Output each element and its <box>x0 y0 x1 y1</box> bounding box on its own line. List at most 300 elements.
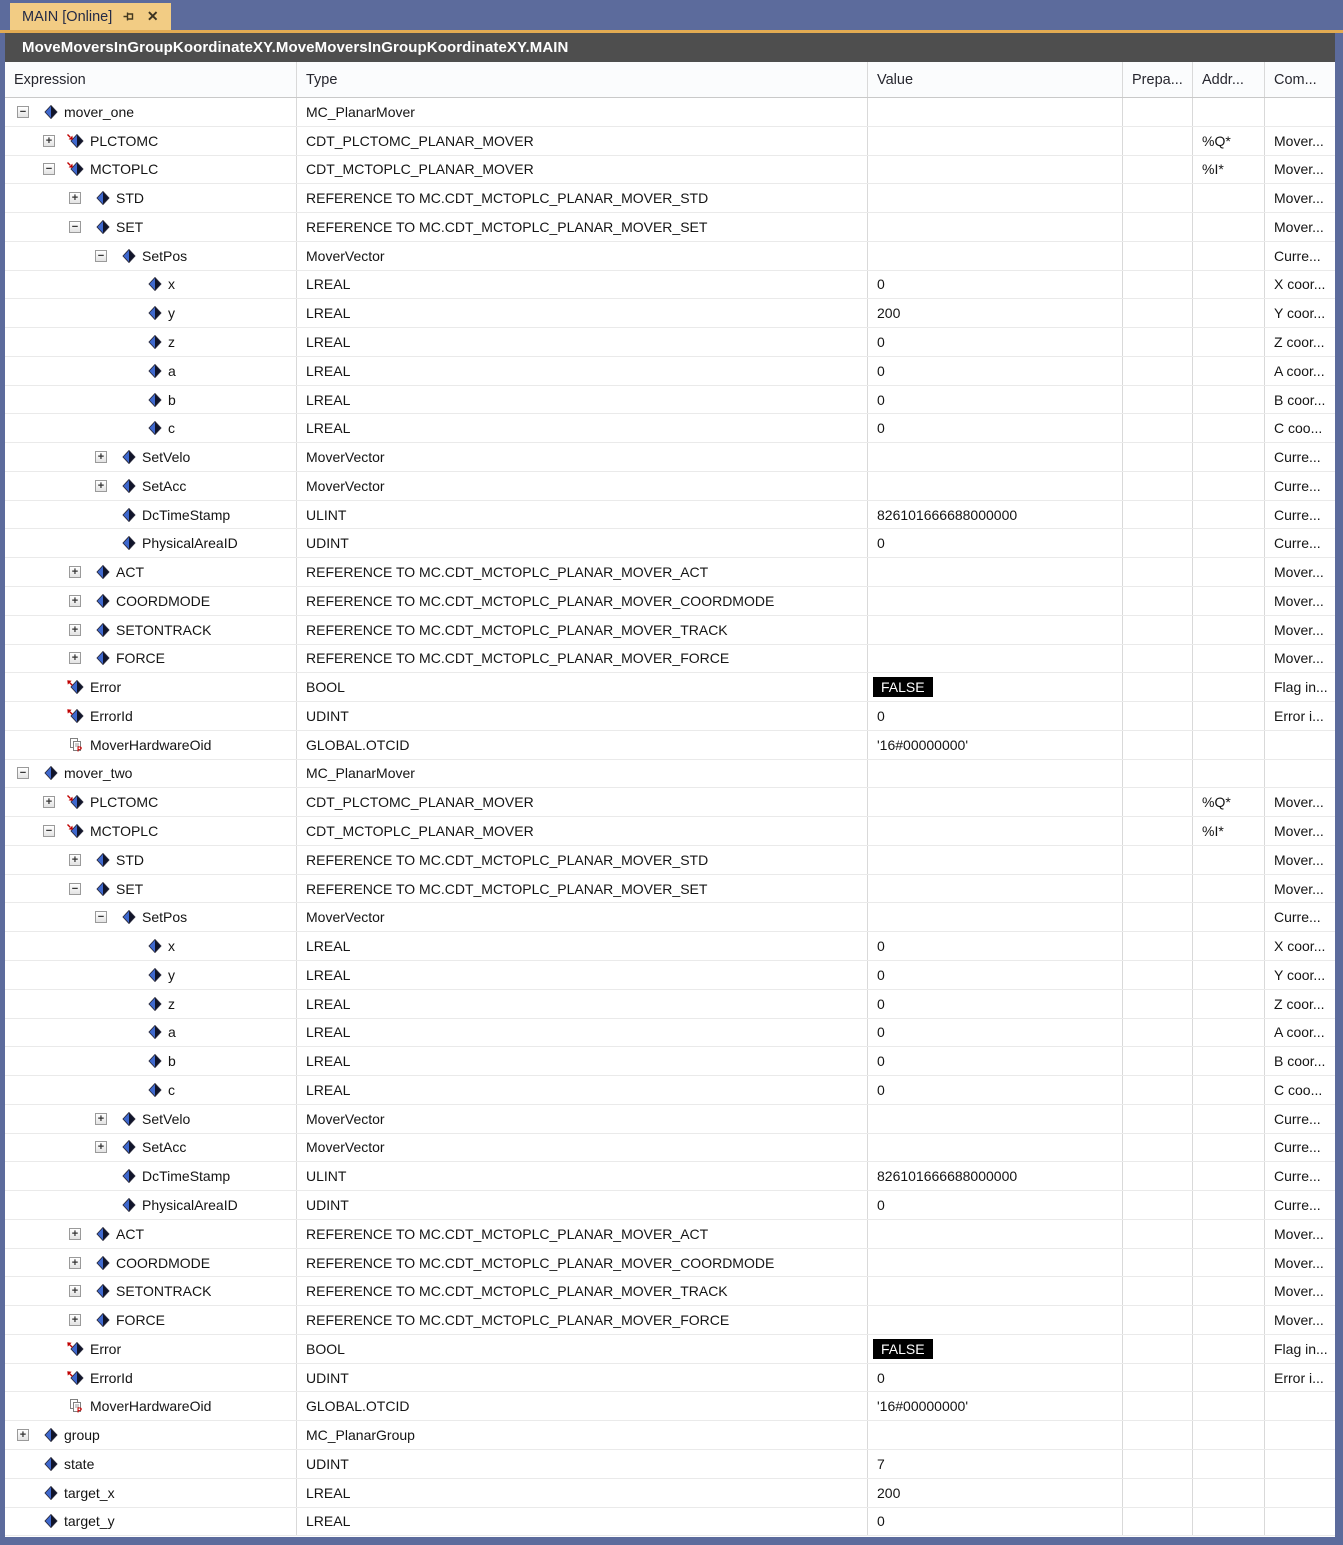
table-row[interactable] <box>5 645 1335 674</box>
expression-cell <box>5 846 297 874</box>
table-row[interactable] <box>5 673 1335 702</box>
table-row[interactable] <box>5 587 1335 616</box>
expression-label: z <box>168 334 175 350</box>
expand-icon[interactable]: + <box>69 1228 81 1240</box>
value-cell[interactable] <box>868 903 1123 931</box>
collapse-icon[interactable]: − <box>43 163 55 175</box>
table-row[interactable] <box>5 1335 1335 1364</box>
type-label: MoverVector <box>297 903 868 931</box>
prepared-value-cell[interactable] <box>1123 414 1193 442</box>
prepared-value-cell[interactable] <box>1123 1277 1193 1305</box>
comment-label: X coor... <box>1274 276 1326 293</box>
type-label: ULINT <box>297 501 868 529</box>
value-cell[interactable] <box>868 98 1123 126</box>
value-cell[interactable]: 200 <box>868 1479 1123 1507</box>
address-label <box>1193 1191 1265 1219</box>
table-row[interactable] <box>5 386 1335 415</box>
expand-icon[interactable]: + <box>69 624 81 636</box>
expand-icon[interactable]: + <box>69 652 81 664</box>
value-cell[interactable]: 0 <box>868 1508 1123 1536</box>
collapse-icon[interactable]: − <box>43 825 55 837</box>
prepared-value-cell[interactable] <box>1123 817 1193 845</box>
table-row[interactable] <box>5 1421 1335 1450</box>
table-row[interactable] <box>5 1249 1335 1278</box>
prepared-value-cell[interactable] <box>1123 702 1193 730</box>
expression-label: ACT <box>116 564 144 581</box>
expression-label: a <box>168 362 176 379</box>
table-row[interactable] <box>5 1508 1335 1537</box>
collapse-icon[interactable]: − <box>17 767 29 779</box>
expression-label: MoverHardwareOid <box>90 1398 212 1415</box>
expression-label: b <box>168 1053 176 1070</box>
table-row[interactable] <box>5 1047 1335 1076</box>
value-cell[interactable] <box>868 184 1123 212</box>
value-cell[interactable] <box>868 443 1123 471</box>
prepared-value-cell[interactable] <box>1123 299 1193 327</box>
address-label <box>1193 731 1265 759</box>
variable-icon <box>93 1227 110 1241</box>
prepared-value-cell[interactable] <box>1123 961 1193 989</box>
variable-icon <box>41 1428 58 1442</box>
expression-label: MCTOPLC <box>90 823 159 840</box>
table-row[interactable] <box>5 472 1335 501</box>
expand-icon[interactable]: + <box>69 1257 81 1269</box>
type-label: CDT_PLCTOMC_PLANAR_MOVER <box>297 127 868 155</box>
type-label: LREAL <box>297 386 868 414</box>
address-label <box>1193 357 1265 385</box>
expression-label: b <box>168 391 176 408</box>
column-header-prepared-value[interactable]: Prepa... <box>1123 62 1193 97</box>
table-row[interactable] <box>5 1019 1335 1048</box>
comment-label: Mover... <box>1274 823 1324 840</box>
value-cell[interactable] <box>868 1134 1123 1162</box>
expand-icon[interactable]: + <box>43 135 55 147</box>
expression-cell <box>5 760 297 788</box>
prepared-value-cell[interactable] <box>1123 271 1193 299</box>
expression-label: STD <box>116 851 144 868</box>
comment-label: Curre... <box>1274 247 1321 264</box>
value-cell[interactable]: 200 <box>868 299 1123 327</box>
table-row[interactable] <box>5 1306 1335 1335</box>
prepared-value-cell[interactable] <box>1123 587 1193 615</box>
prepared-value-cell[interactable] <box>1123 1105 1193 1133</box>
table-row[interactable] <box>5 529 1335 558</box>
collapse-icon[interactable]: − <box>69 883 81 895</box>
expression-label: SetAcc <box>142 477 187 494</box>
comment-label: Mover... <box>1274 1312 1324 1329</box>
expression-cell <box>5 127 297 155</box>
prepared-value-cell[interactable] <box>1123 156 1193 184</box>
variable-icon <box>119 1169 136 1183</box>
svg-text:P: P <box>77 744 83 752</box>
address-label <box>1193 1392 1265 1420</box>
table-row[interactable] <box>5 1479 1335 1508</box>
expression-cell <box>5 1249 297 1277</box>
address-label <box>1193 328 1265 356</box>
expression-label: SET <box>116 880 144 897</box>
table-row[interactable] <box>5 932 1335 961</box>
value-cell[interactable]: 0 <box>868 529 1123 557</box>
expression-cell <box>5 932 297 960</box>
comment-label: Mover... <box>1274 190 1324 207</box>
table-row[interactable] <box>5 1162 1335 1191</box>
prepared-value-cell[interactable] <box>1123 616 1193 644</box>
table-row[interactable] <box>5 817 1335 846</box>
value-cell[interactable]: 0 <box>868 1019 1123 1047</box>
prepared-value-cell[interactable] <box>1123 1508 1193 1536</box>
value-cell[interactable] <box>868 1105 1123 1133</box>
expression-label: ErrorId <box>90 1369 133 1386</box>
value-cell[interactable]: 0 <box>868 961 1123 989</box>
prepared-value-cell[interactable] <box>1123 1479 1193 1507</box>
prepared-value-cell[interactable] <box>1123 990 1193 1018</box>
address-label <box>1193 702 1265 730</box>
comment-label: Mover... <box>1274 132 1324 149</box>
address-label <box>1193 213 1265 241</box>
value-cell[interactable] <box>868 875 1123 903</box>
table-row[interactable] <box>5 1191 1335 1220</box>
address-label: %Q* <box>1193 788 1265 816</box>
expression-cell <box>5 1392 297 1420</box>
rows <box>5 98 1335 1536</box>
prepared-value-cell[interactable] <box>1123 328 1193 356</box>
expand-icon[interactable]: + <box>95 480 107 492</box>
value-cell[interactable] <box>868 1220 1123 1248</box>
expression-cell <box>5 1335 297 1363</box>
prepared-value-cell[interactable] <box>1123 1162 1193 1190</box>
type-label: UDINT <box>297 1191 868 1219</box>
expression-label: z <box>168 995 175 1012</box>
prepared-value-cell[interactable] <box>1123 127 1193 155</box>
variable-icon <box>93 1313 110 1327</box>
table-row[interactable] <box>5 702 1335 731</box>
prepared-value-cell[interactable] <box>1123 98 1193 126</box>
table-row[interactable] <box>5 328 1335 357</box>
prepared-value-cell[interactable] <box>1123 731 1193 759</box>
address-label <box>1193 1508 1265 1536</box>
value-cell[interactable]: 0 <box>868 386 1123 414</box>
prepared-value-cell[interactable] <box>1123 673 1193 701</box>
expression-label: c <box>168 420 175 437</box>
value-cell[interactable]: 0 <box>868 1047 1123 1075</box>
value-cell[interactable] <box>868 587 1123 615</box>
address-label <box>1193 1047 1265 1075</box>
value-cell[interactable]: '16#00000000' <box>868 731 1123 759</box>
address-label: %Q* <box>1193 127 1265 155</box>
prepared-value-cell[interactable] <box>1123 932 1193 960</box>
value-cell[interactable] <box>868 1306 1123 1334</box>
value-cell[interactable] <box>868 1335 1123 1363</box>
tab-main-online[interactable] <box>10 3 171 30</box>
type-label: UDINT <box>297 529 868 557</box>
prepared-value-cell[interactable] <box>1123 1220 1193 1248</box>
table-row[interactable] <box>5 875 1335 904</box>
table-row[interactable] <box>5 1277 1335 1306</box>
prepared-value-cell[interactable] <box>1123 875 1193 903</box>
value-cell[interactable] <box>868 127 1123 155</box>
expand-icon[interactable]: + <box>95 451 107 463</box>
variable-icon <box>119 1140 136 1154</box>
address-label <box>1193 1019 1265 1047</box>
type-label: UDINT <box>297 702 868 730</box>
address-label <box>1193 846 1265 874</box>
expression-label: MoverHardwareOid <box>90 736 212 753</box>
expand-icon[interactable]: + <box>69 1285 81 1297</box>
variable-icon <box>119 249 136 263</box>
table-row[interactable] <box>5 1076 1335 1105</box>
value-cell[interactable] <box>868 817 1123 845</box>
comment-label: Curre... <box>1274 449 1321 466</box>
mapped-variable-icon <box>67 162 84 176</box>
comment-label <box>1265 760 1335 788</box>
expression-label: FORCE <box>116 650 165 667</box>
close-icon[interactable]: ✕ <box>146 8 159 24</box>
table-row[interactable] <box>5 1105 1335 1134</box>
prepared-value-cell[interactable] <box>1123 760 1193 788</box>
comment-label <box>1265 731 1335 759</box>
value-cell[interactable] <box>868 1277 1123 1305</box>
table-row[interactable] <box>5 299 1335 328</box>
expression-cell <box>5 501 297 529</box>
table-row[interactable] <box>5 1220 1335 1249</box>
comment-label: Mover... <box>1274 564 1324 581</box>
mapped-variable-icon <box>67 795 84 809</box>
table-row[interactable] <box>5 990 1335 1019</box>
collapse-icon[interactable]: − <box>17 106 29 118</box>
type-label: BOOL <box>297 673 868 701</box>
comment-label: B coor... <box>1274 1053 1326 1070</box>
table-row[interactable] <box>5 242 1335 271</box>
table-row[interactable] <box>5 414 1335 443</box>
table-row[interactable] <box>5 558 1335 587</box>
expression-label: x <box>168 938 175 955</box>
address-label <box>1193 760 1265 788</box>
table-row[interactable] <box>5 156 1335 185</box>
value-cell[interactable]: 826101666688000000 <box>868 501 1123 529</box>
table-row[interactable] <box>5 760 1335 789</box>
variable-icon <box>145 1083 162 1097</box>
collapse-icon[interactable]: − <box>95 250 107 262</box>
expression-cell <box>5 961 297 989</box>
variable-icon <box>93 651 110 665</box>
type-label: LREAL <box>297 1076 868 1104</box>
value-cell[interactable]: 0 <box>868 328 1123 356</box>
type-label: MoverVector <box>297 242 868 270</box>
expression-cell <box>5 616 297 644</box>
value-cell[interactable] <box>868 616 1123 644</box>
prepared-value-cell[interactable] <box>1123 472 1193 500</box>
expression-cell <box>5 1277 297 1305</box>
variable-icon <box>93 623 110 637</box>
output-property-icon <box>67 1371 84 1385</box>
value-cell[interactable] <box>868 760 1123 788</box>
value-cell[interactable] <box>868 788 1123 816</box>
table-row[interactable] <box>5 501 1335 530</box>
value-cell[interactable] <box>868 558 1123 586</box>
value-cell[interactable] <box>868 472 1123 500</box>
table-row[interactable] <box>5 357 1335 386</box>
value-cell[interactable]: 0 <box>868 1364 1123 1392</box>
prepared-value-cell[interactable] <box>1123 1134 1193 1162</box>
comment-label: Mover... <box>1274 650 1324 667</box>
variable-icon <box>145 393 162 407</box>
table-row[interactable] <box>5 127 1335 156</box>
variable-icon <box>41 105 58 119</box>
table-row[interactable] <box>5 616 1335 645</box>
table-row[interactable] <box>5 903 1335 932</box>
collapse-icon[interactable]: − <box>95 911 107 923</box>
value-cell[interactable]: 0 <box>868 271 1123 299</box>
table-row[interactable] <box>5 1364 1335 1393</box>
expand-icon[interactable]: + <box>95 1113 107 1125</box>
table-row[interactable] <box>5 1392 1335 1421</box>
table-row[interactable] <box>5 1450 1335 1479</box>
value-cell[interactable] <box>868 213 1123 241</box>
expression-label: PLCTOMC <box>90 132 159 149</box>
comment-label: Flag in... <box>1274 679 1328 696</box>
expand-icon[interactable]: + <box>43 796 55 808</box>
comment-label: Y coor... <box>1274 966 1326 983</box>
column-header-comment[interactable]: Com... <box>1274 71 1317 88</box>
expression-label: PLCTOMC <box>90 794 159 811</box>
prepared-value-cell[interactable] <box>1123 1076 1193 1104</box>
value-cell[interactable]: 0 <box>868 932 1123 960</box>
prepared-value-cell[interactable] <box>1123 529 1193 557</box>
prepared-value-cell[interactable] <box>1123 1335 1193 1363</box>
prepared-value-cell[interactable] <box>1123 1450 1193 1478</box>
prepared-value-cell[interactable] <box>1123 501 1193 529</box>
expression-label: Error <box>90 1340 122 1357</box>
address-label <box>1193 1421 1265 1449</box>
prepared-value-cell[interactable] <box>1123 1047 1193 1075</box>
otcid-constant-icon <box>67 738 84 752</box>
type-label: MoverVector <box>297 443 868 471</box>
expression-cell <box>5 731 297 759</box>
column-header-value[interactable]: Value <box>868 62 1123 97</box>
expression-label: target_x <box>64 1484 115 1501</box>
expand-icon[interactable]: + <box>69 854 81 866</box>
comment-label: Curre... <box>1274 535 1321 552</box>
prepared-value-cell[interactable] <box>1123 213 1193 241</box>
table-row[interactable] <box>5 271 1335 300</box>
value-cell[interactable]: 826101666688000000 <box>868 1162 1123 1190</box>
expression-cell <box>5 242 297 270</box>
expand-icon[interactable]: + <box>69 1314 81 1326</box>
prepared-value-cell[interactable] <box>1123 558 1193 586</box>
expression-cell <box>5 817 297 845</box>
prepared-value-cell[interactable] <box>1123 386 1193 414</box>
address-label <box>1193 1277 1265 1305</box>
comment-label: Mover... <box>1274 218 1324 235</box>
variable-icon <box>145 997 162 1011</box>
table-row[interactable] <box>5 98 1335 127</box>
prepared-value-cell[interactable] <box>1123 1421 1193 1449</box>
expand-icon[interactable]: + <box>95 1141 107 1153</box>
value-cell[interactable] <box>868 156 1123 184</box>
comment-label: Mover... <box>1274 794 1324 811</box>
expression-label: SetPos <box>142 909 188 926</box>
boolean-false-badge: FALSE <box>873 677 933 697</box>
expression-label: MCTOPLC <box>90 161 159 178</box>
expression-cell <box>5 1047 297 1075</box>
type-label: MC_PlanarMover <box>297 98 868 126</box>
value-cell[interactable] <box>868 242 1123 270</box>
pin-icon[interactable] <box>121 9 136 24</box>
table-row[interactable] <box>5 961 1335 990</box>
prepared-value-cell[interactable] <box>1123 242 1193 270</box>
prepared-value-cell[interactable] <box>1123 846 1193 874</box>
address-label <box>1193 1076 1265 1104</box>
expression-label: SetAcc <box>142 1139 187 1156</box>
prepared-value-cell[interactable] <box>1123 645 1193 673</box>
comment-label: B coor... <box>1274 391 1326 408</box>
value-cell[interactable]: 0 <box>868 414 1123 442</box>
prepared-value-cell[interactable] <box>1123 1191 1193 1219</box>
value-cell[interactable]: 0 <box>868 1076 1123 1104</box>
table-row[interactable] <box>5 846 1335 875</box>
expand-icon[interactable]: + <box>69 566 81 578</box>
value-cell[interactable] <box>868 1421 1123 1449</box>
expression-label: SETONTRACK <box>116 621 212 638</box>
prepared-value-cell[interactable] <box>1123 1364 1193 1392</box>
value-cell[interactable] <box>868 673 1123 701</box>
prepared-value-cell[interactable] <box>1123 788 1193 816</box>
column-header-type[interactable]: Type <box>297 62 868 97</box>
table-row[interactable] <box>5 184 1335 213</box>
column-header-expression[interactable]: Expression <box>5 62 297 97</box>
expand-icon[interactable]: + <box>17 1429 29 1441</box>
expression-cell <box>5 875 297 903</box>
table-row[interactable] <box>5 213 1335 242</box>
expression-label: SetVelo <box>142 449 191 466</box>
expression-cell <box>5 472 297 500</box>
value-cell[interactable]: 7 <box>868 1450 1123 1478</box>
table-row[interactable] <box>5 443 1335 472</box>
table-row[interactable] <box>5 1134 1335 1163</box>
expand-icon[interactable]: + <box>69 192 81 204</box>
value-cell[interactable]: '16#00000000' <box>868 1392 1123 1420</box>
expand-icon[interactable]: + <box>69 595 81 607</box>
value-cell[interactable] <box>868 1249 1123 1277</box>
value-cell[interactable] <box>868 846 1123 874</box>
prepared-value-cell[interactable] <box>1123 443 1193 471</box>
value-cell[interactable] <box>868 645 1123 673</box>
prepared-value-cell[interactable] <box>1123 184 1193 212</box>
expression-cell <box>5 903 297 931</box>
table-row[interactable] <box>5 788 1335 817</box>
column-header-address[interactable]: Addr... <box>1193 62 1265 97</box>
value-cell[interactable]: 0 <box>868 357 1123 385</box>
value-cell[interactable]: 0 <box>868 990 1123 1018</box>
type-label: REFERENCE TO MC.CDT_MCTOPLC_PLANAR_MOVER_TRACK <box>297 616 868 644</box>
address-label <box>1193 961 1265 989</box>
prepared-value-cell[interactable] <box>1123 1019 1193 1047</box>
prepared-value-cell[interactable] <box>1123 1306 1193 1334</box>
expression-label: COORDMODE <box>116 592 211 609</box>
comment-label: Flag in... <box>1274 1340 1328 1357</box>
address-label <box>1193 1450 1265 1478</box>
table-row[interactable] <box>5 731 1335 760</box>
collapse-icon[interactable]: − <box>69 221 81 233</box>
value-cell[interactable]: 0 <box>868 702 1123 730</box>
prepared-value-cell[interactable] <box>1123 1392 1193 1420</box>
prepared-value-cell[interactable] <box>1123 903 1193 931</box>
prepared-value-cell[interactable] <box>1123 357 1193 385</box>
prepared-value-cell[interactable] <box>1123 1249 1193 1277</box>
expression-label: SET <box>116 218 144 235</box>
comment-label <box>1265 1508 1335 1536</box>
value-cell[interactable]: 0 <box>868 1191 1123 1219</box>
